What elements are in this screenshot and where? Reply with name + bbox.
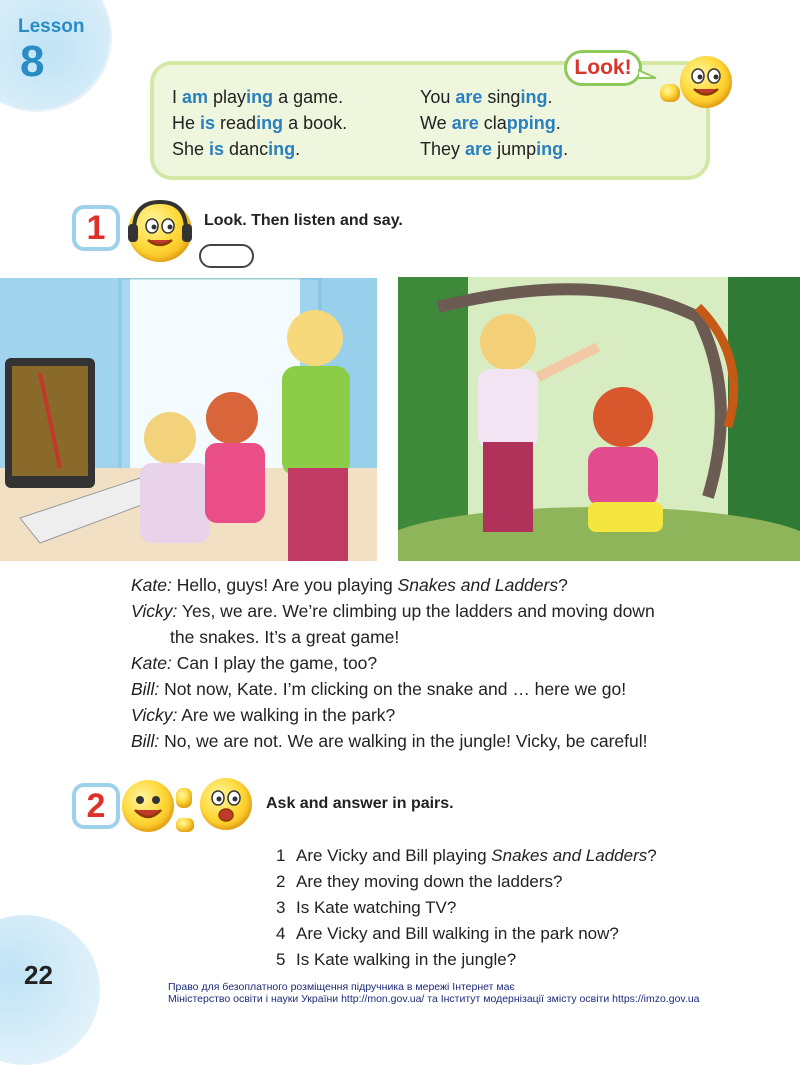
dialogue-line: Bill: No, we are not. We are walking in the jungle! Vicky, be careful! <box>131 731 648 751</box>
grammar-line: He is reading a book. <box>172 113 348 133</box>
grammar-line: You are singing. <box>420 87 553 107</box>
question-item: 3 Is Kate watching TV? <box>276 898 457 917</box>
grammar-line: She is dancing. <box>172 139 301 159</box>
smiley-talking-icon <box>122 780 174 832</box>
exercise-1-instruction: Look. Then listen and say. <box>204 212 403 229</box>
exercise-2-badge: 2 <box>72 783 120 829</box>
question-item: 5 Is Kate walking in the jungle? <box>276 950 517 969</box>
pointing-hand-icon <box>660 84 680 102</box>
waving-hand-icon <box>176 788 192 808</box>
grammar-line: I am playing a game. <box>172 87 344 107</box>
smiley-look-icon <box>680 56 732 108</box>
bubble-tail-icon <box>638 66 658 82</box>
dialogue-line: Bill: Not now, Kate. I’m clicking on the snake and … here we go! <box>131 679 627 699</box>
grammar-line: They are jumping. <box>420 139 569 159</box>
illustration-computer <box>0 278 377 561</box>
footer-notice <box>168 981 700 1005</box>
grammar-left-column <box>172 84 347 162</box>
smiley-answering-icon <box>200 778 252 830</box>
question-item: 1 Are Vicky and Bill playing Snakes and Ladders? <box>276 846 657 865</box>
smiley-headphones-icon <box>128 200 192 262</box>
exercise-1-badge: 1 <box>72 205 120 251</box>
page-number: 22 <box>24 960 53 990</box>
dialogue-line: Kate: Can I play the game, too? <box>131 653 378 673</box>
dialogue-line: Vicky: Yes, we are. We’re climbing up the ladders and moving down <box>131 601 655 621</box>
pointing-hand-icon <box>176 818 194 832</box>
question-item: 2 Are they moving down the ladders? <box>276 872 563 891</box>
dialogue-line: Vicky: Are we walking in the park? <box>131 705 396 725</box>
lesson-number: 8 <box>20 37 45 86</box>
question-item: 4 Are Vicky and Bill walking in the park now? <box>276 924 619 943</box>
footer-line-2: Міністерство освіти і науки України http://mon.gov.ua/ та Інститут модернізації змісту освіти https://imzo.gov.ua <box>168 993 700 1005</box>
grammar-line: We are clapping. <box>420 113 561 133</box>
dialogue-line: the snakes. It’s a great game! <box>170 627 400 647</box>
look-bubble: Look! <box>564 50 642 86</box>
illustration-jungle <box>398 277 800 561</box>
dialogue-line: Kate: Hello, guys! Are you playing Snakes and Ladders? <box>131 575 568 595</box>
lesson-label: Lesson <box>18 16 85 37</box>
grammar-right-column <box>420 84 568 162</box>
footer-line-1: Право для безоплатного розміщення підручника в мережі Інтернет має <box>168 981 515 993</box>
exercise-2-instruction: Ask and answer in pairs. <box>266 795 454 812</box>
speech-bubble-empty <box>199 244 254 268</box>
